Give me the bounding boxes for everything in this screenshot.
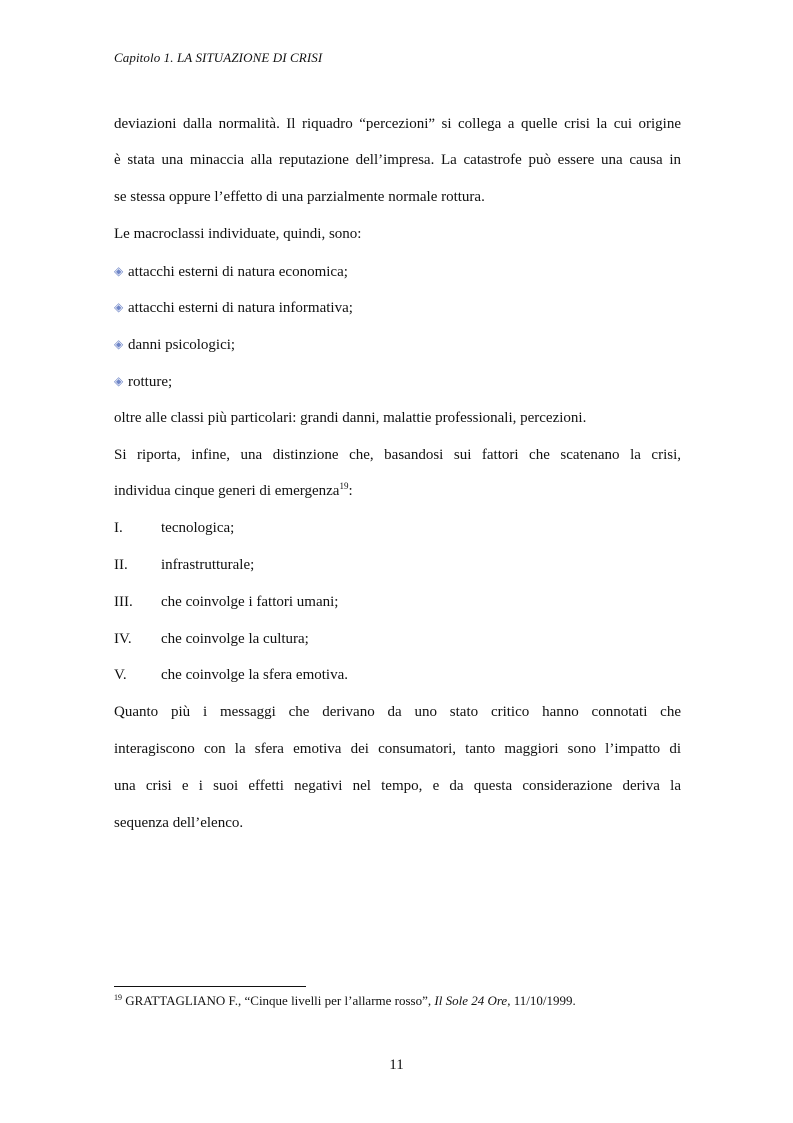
diamond-bullet-icon: ◈ (114, 374, 124, 388)
body-line: se stessa oppure l’effetto di una parzialmente normale rottura. (114, 189, 485, 205)
item-number: V. (114, 667, 127, 683)
item-text: che coinvolge la sfera emotiva. (161, 667, 349, 683)
item-text: infrastrutturale; (161, 557, 255, 573)
item-text: che coinvolge la cultura; (161, 631, 309, 647)
diamond-bullet-icon: ◈ (114, 337, 124, 351)
classes-line: oltre alle classi più particolari: grandi danni, malattie professionali, percezioni. (114, 410, 587, 426)
page-number: 11 (389, 1057, 404, 1073)
body-line: Si riporta, infine, una distinzione che, basandosi sui fattori che scatenano la crisi, (114, 447, 681, 463)
footnote-source: Il Sole 24 Ore (434, 993, 508, 1008)
body-line (114, 482, 681, 500)
body-text: individua cinque generi di emergenza (114, 483, 340, 499)
footnote-reference[interactable]: 19 (339, 481, 349, 491)
item-number: I. (114, 520, 123, 536)
list-item (114, 298, 681, 317)
item-number: II. (114, 557, 128, 573)
list-item-text: rotture; (128, 374, 173, 390)
numbered-item (114, 519, 681, 537)
body-line: Quanto più i messaggi che derivano da uno stato critico hanno connotati che (114, 704, 681, 720)
item-number: IV. (114, 631, 132, 647)
list-item (114, 335, 681, 354)
macroclasses-intro: Le macroclassi individuate, quindi, sono: (114, 226, 362, 242)
numbered-item (114, 630, 681, 648)
body-line: è stata una minaccia alla reputazione dell’impresa. La catastrofe può essere una causa in (114, 152, 681, 168)
body-line: una crisi e i suoi effetti negativi nel tempo, e da questa considerazione deriva la (114, 778, 681, 794)
body-text: : (348, 483, 353, 499)
body-line: sequenza dell’elenco. (114, 815, 244, 831)
list-item-text: attacchi esterni di natura informativa; (128, 300, 353, 316)
item-number: III. (114, 594, 133, 610)
list-item-text: danni psicologici; (128, 337, 236, 353)
numbered-item (114, 593, 681, 611)
footnote-divider (114, 986, 306, 987)
diamond-bullet-icon: ◈ (114, 300, 124, 314)
footnote-date: , 11/10/1999. (507, 993, 576, 1008)
list-item-text: attacchi esterni di natura economica; (128, 264, 348, 280)
list-item (114, 372, 681, 391)
body-line: interagiscono con la sfera emotiva dei consumatori, tanto maggiori sono l’impatto di (114, 741, 681, 757)
diamond-bullet-icon: ◈ (114, 264, 124, 278)
footnote-text: GRATTAGLIANO F., “Cinque livelli per l’allarme rosso”, (122, 993, 435, 1008)
running-header: Capitolo 1. LA SITUAZIONE DI CRISI (114, 50, 323, 65)
numbered-item (114, 556, 681, 574)
item-text: che coinvolge i fattori umani; (161, 594, 339, 610)
list-item (114, 262, 681, 281)
footnote (114, 993, 576, 1009)
item-text: tecnologica; (161, 520, 235, 536)
numbered-item (114, 666, 681, 684)
body-line: deviazioni dalla normalità. Il riquadro “percezioni” si collega a quelle crisi la cui origine (114, 116, 681, 132)
footnote-number: 19 (114, 993, 122, 1002)
